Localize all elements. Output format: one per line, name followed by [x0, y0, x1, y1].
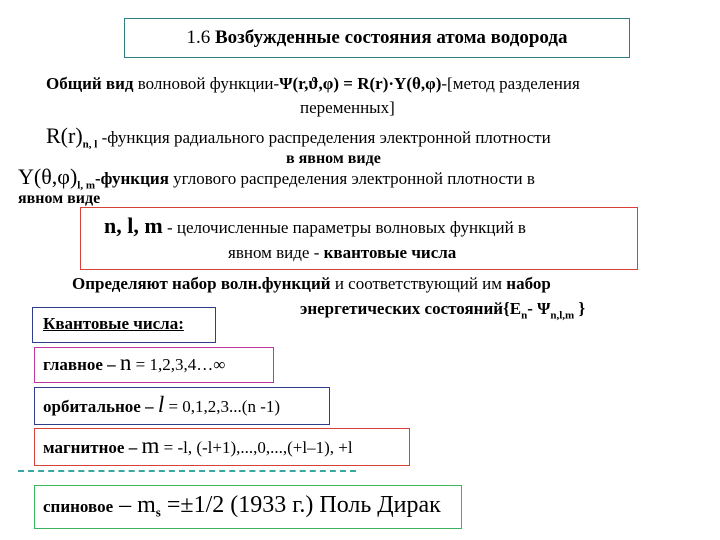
nlm-line: [104, 213, 526, 239]
magnetic-box: [34, 428, 410, 466]
magnetic-label: магнитное –: [43, 438, 142, 457]
angular-symbol: Y(θ,φ): [18, 164, 78, 189]
determines-bold1: Определяют набор волн.функций: [72, 274, 331, 293]
determines-sub-n: n: [521, 309, 528, 322]
magnetic-line: [43, 433, 353, 459]
angular-line: [18, 164, 535, 191]
nlm-line2-bold: квантовые числа: [323, 243, 457, 262]
principal-symbol: n: [119, 350, 132, 375]
orbital-symbol: l: [157, 392, 165, 417]
radial-text: -функция радиального распределения электронной плотности: [97, 128, 551, 147]
orbital-label: орбитальное –: [43, 397, 158, 416]
title-box: [124, 18, 630, 58]
page-title: [125, 27, 629, 49]
determines-bold2: набор: [506, 274, 551, 293]
orbital-value: = 0,1,2,3...(n -1): [164, 397, 281, 416]
principal-line: [43, 350, 225, 376]
determines-text: и соответствующий им: [330, 274, 507, 293]
spin-dash: –: [113, 492, 138, 518]
wave-function-line2: переменных]: [300, 98, 395, 117]
quantum-numbers-label: Квантовые числа:: [43, 314, 184, 333]
magnetic-value: = -l, (-l+1),...,0,...,(+l–1), +l: [159, 438, 353, 457]
determines-line2-bold: энергетических состояний{E: [300, 299, 522, 318]
title-number: 1.6: [186, 27, 211, 48]
spin-box: [34, 485, 462, 529]
nlm-text: - целочисленные параметры волновых функций в: [162, 218, 526, 237]
principal-box: [34, 347, 274, 383]
determines-mid: - Ψ: [527, 299, 551, 318]
angular-text: углового распределения электронной плотности в: [168, 169, 535, 188]
wave-text2: -[метод разделения: [441, 74, 580, 93]
orbital-box: [34, 387, 330, 425]
radial-symbol: R(r): [46, 123, 83, 148]
determines-line: [72, 274, 551, 294]
determines-sub-nlm: n,l,m: [550, 309, 575, 322]
wave-text: волновой функции-: [133, 74, 280, 93]
angular-line2: явном виде: [18, 190, 101, 207]
magnetic-symbol: m: [141, 433, 160, 458]
angular-bold: -функция: [95, 169, 169, 188]
radial-line2: в явном виде: [286, 150, 381, 167]
spin-label: спиновое: [43, 497, 114, 516]
radial-sub: n, l: [82, 138, 98, 151]
wave-bold: Общий вид: [46, 74, 134, 93]
spin-sub: s: [155, 504, 161, 520]
determines-end: }: [574, 299, 586, 318]
spin-symbol: m: [137, 492, 156, 518]
determines-line2: [300, 299, 585, 321]
title-text: Возбужденные состояния атома водорода: [215, 27, 568, 48]
wave-function-line: [46, 74, 580, 94]
nlm-line2-plain: явном виде -: [228, 243, 324, 262]
principal-value: = 1,2,3,4…∞: [131, 355, 226, 374]
nlm-line2: [228, 243, 456, 263]
principal-label: главное –: [43, 355, 120, 374]
quantum-numbers-box: [32, 307, 216, 343]
dashed-divider: [18, 470, 356, 472]
spin-value: =±1/2 (1933 г.) Поль Дирак: [160, 492, 441, 518]
nlm-symbols: n, l, m: [104, 213, 163, 238]
orbital-line: [43, 392, 280, 418]
spin-line: [43, 492, 441, 520]
angular-sub: l, m: [77, 179, 96, 192]
wave-formula: Ψ(r,ϑ,φ) = R(r)·Y(θ,φ): [279, 74, 442, 93]
radial-line: [46, 123, 551, 150]
